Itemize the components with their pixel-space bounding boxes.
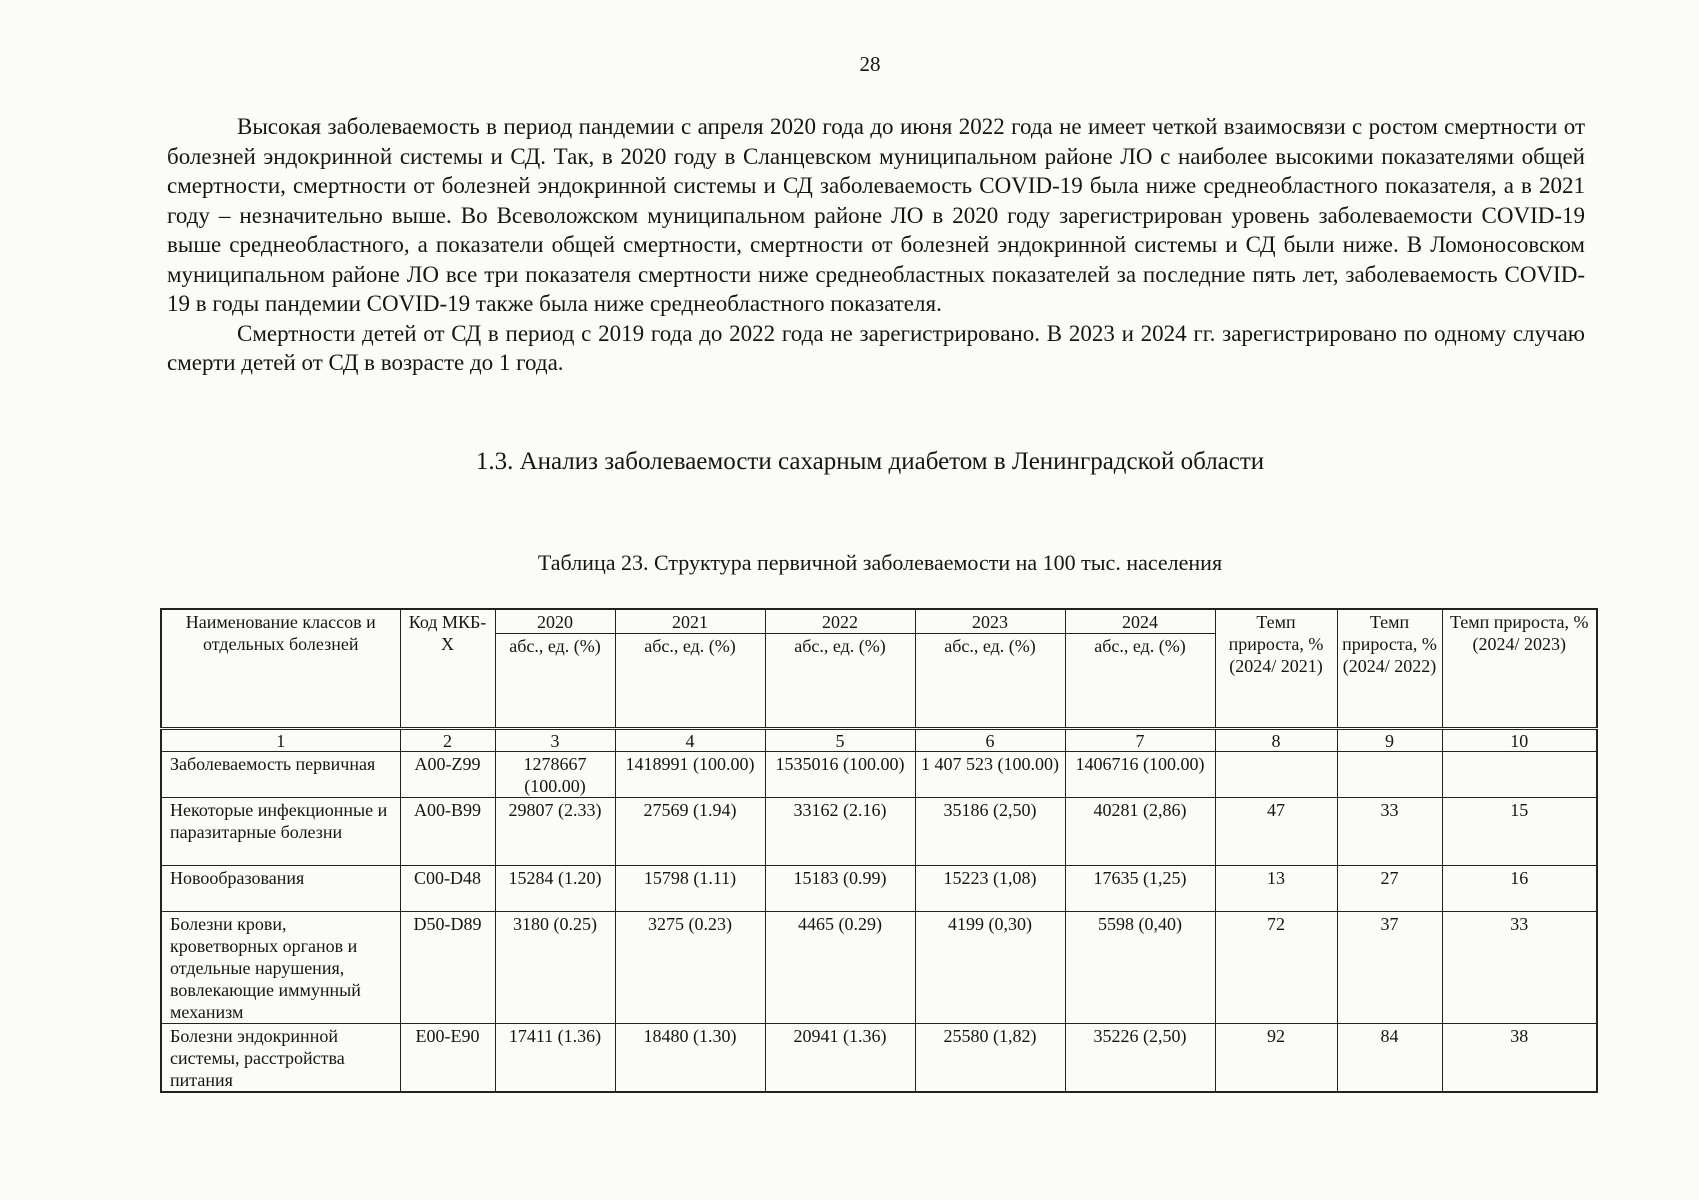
header-unit: абс., ед. (%) xyxy=(615,634,765,729)
row-rate xyxy=(1337,752,1442,798)
row-value: 40281 (2,86) xyxy=(1065,798,1215,866)
row-value: 17635 (1,25) xyxy=(1065,866,1215,912)
header-unit: абс., ед. (%) xyxy=(765,634,915,729)
column-index: 6 xyxy=(915,729,1065,752)
row-name: Новообразования xyxy=(161,866,400,912)
row-value: 15183 (0.99) xyxy=(765,866,915,912)
row-value: 15284 (1.20) xyxy=(495,866,615,912)
row-rate: 33 xyxy=(1337,798,1442,866)
header-code: Код МКБ-Х xyxy=(400,609,495,729)
row-code: D50-D89 xyxy=(400,912,495,1024)
header-rate: Темп прироста, % (2024/ 2021) xyxy=(1215,609,1337,729)
row-value: 5598 (0,40) xyxy=(1065,912,1215,1024)
row-value: 4199 (0,30) xyxy=(915,912,1065,1024)
column-index: 5 xyxy=(765,729,915,752)
header-year: 2020 xyxy=(495,609,615,634)
row-name: Болезни эндокринной системы, расстройства питания xyxy=(161,1024,400,1093)
row-code: C00-D48 xyxy=(400,866,495,912)
body-text xyxy=(167,112,1585,378)
column-index: 1 xyxy=(161,729,400,752)
page-number: 28 xyxy=(859,52,881,76)
row-value: 15798 (1.11) xyxy=(615,866,765,912)
row-value: 1406716 (100.00) xyxy=(1065,752,1215,798)
header-name: Наименование классов и отдельных болезней xyxy=(161,609,400,729)
header-rate: Темп прироста, % (2024/ 2023) xyxy=(1442,609,1597,729)
row-value: 15223 (1,08) xyxy=(915,866,1065,912)
row-value: 20941 (1.36) xyxy=(765,1024,915,1093)
row-value: 3275 (0.23) xyxy=(615,912,765,1024)
column-index: 4 xyxy=(615,729,765,752)
row-value: 27569 (1.94) xyxy=(615,798,765,866)
row-rate: 27 xyxy=(1337,866,1442,912)
column-index: 3 xyxy=(495,729,615,752)
row-rate: 15 xyxy=(1442,798,1597,866)
row-rate: 33 xyxy=(1442,912,1597,1024)
table-row xyxy=(161,1024,1597,1093)
header-rate: Темп прироста, % (2024/ 2022) xyxy=(1337,609,1442,729)
table-row xyxy=(161,912,1597,1024)
header-year: 2022 xyxy=(765,609,915,634)
row-name: Некоторые инфекционные и паразитарные болезни xyxy=(161,798,400,866)
row-name: Болезни крови, кроветворных органов и отдельные нарушения, вовлекающие иммунный механизм xyxy=(161,912,400,1024)
row-rate: 16 xyxy=(1442,866,1597,912)
row-value: 35226 (2,50) xyxy=(1065,1024,1215,1093)
row-value: 17411 (1.36) xyxy=(495,1024,615,1093)
table-row xyxy=(161,752,1597,798)
row-value: 1535016 (100.00) xyxy=(765,752,915,798)
table-row xyxy=(161,866,1597,912)
column-index: 7 xyxy=(1065,729,1215,752)
row-value: 1418991 (100.00) xyxy=(615,752,765,798)
paragraph: Высокая заболеваемость в период пандемии с апреля 2020 года до июня 2022 года не имеет четкой взаимосвязи с ростом смертности от болезней эндокринной системы и СД. Так, в 2020 году в Сланцевском муниципальном районе ЛО с наиболее высокими показателями общей смертности, смертности от болезней эндокринной системы и СД заболеваемость COVID-19 была ниже среднеобластного показателя, а в 2021 году – незначительно выше. Во Всеволожском муниципальном районе ЛО в 2020 году зарегистрирован уровень заболеваемости COVID-19 выше среднеобластного, а показатели общей смертности, смертности от болезней эндокринной системы и СД были ниже. В Ломоносовском муниципальном районе ЛО все три показателя смертности ниже среднеобластных показателей за последние пять лет, заболеваемость COVID-19 в годы пандемии COVID-19 также была ниже среднеобластного показателя. xyxy=(167,114,1585,316)
table-caption: Таблица 23. Структура первичной заболеваемости на 100 тыс. населения xyxy=(537,550,1223,575)
row-rate: 72 xyxy=(1215,912,1337,1024)
row-rate: 47 xyxy=(1215,798,1337,866)
row-value: 3180 (0.25) xyxy=(495,912,615,1024)
column-index: 2 xyxy=(400,729,495,752)
row-value: 33162 (2.16) xyxy=(765,798,915,866)
row-rate: 92 xyxy=(1215,1024,1337,1093)
table-index-row xyxy=(161,729,1597,752)
row-rate: 13 xyxy=(1215,866,1337,912)
column-index: 8 xyxy=(1215,729,1337,752)
row-code: A00-B99 xyxy=(400,798,495,866)
row-rate xyxy=(1442,752,1597,798)
row-value: 4465 (0.29) xyxy=(765,912,915,1024)
row-value: 1278667 (100.00) xyxy=(495,752,615,798)
row-rate: 37 xyxy=(1337,912,1442,1024)
paragraph: Смертности детей от СД в период с 2019 года до 2022 года не зарегистрировано. В 2023 и 2024 гг. зарегистрировано по одному случаю смерти детей от СД в возрасте до 1 года. xyxy=(167,320,1585,375)
header-unit: абс., ед. (%) xyxy=(1065,634,1215,729)
row-value: 1 407 523 (100.00) xyxy=(915,752,1065,798)
row-value: 18480 (1.30) xyxy=(615,1024,765,1093)
row-rate: 38 xyxy=(1442,1024,1597,1093)
row-name: Заболеваемость первичная xyxy=(161,752,400,798)
table-header-row xyxy=(161,609,1597,634)
row-value: 29807 (2.33) xyxy=(495,798,615,866)
column-index: 9 xyxy=(1337,729,1442,752)
row-code: E00-E90 xyxy=(400,1024,495,1093)
header-unit: абс., ед. (%) xyxy=(495,634,615,729)
header-unit: абс., ед. (%) xyxy=(915,634,1065,729)
column-index: 10 xyxy=(1442,729,1597,752)
row-rate xyxy=(1215,752,1337,798)
header-year: 2023 xyxy=(915,609,1065,634)
table-row xyxy=(161,798,1597,866)
header-year: 2021 xyxy=(615,609,765,634)
row-code: A00-Z99 xyxy=(400,752,495,798)
row-rate: 84 xyxy=(1337,1024,1442,1093)
header-year: 2024 xyxy=(1065,609,1215,634)
row-value: 25580 (1,82) xyxy=(915,1024,1065,1093)
morbidity-table xyxy=(160,608,1598,1093)
section-heading: 1.3. Анализ заболеваемости сахарным диабетом в Ленинградской области xyxy=(475,448,1265,475)
row-value: 35186 (2,50) xyxy=(915,798,1065,866)
